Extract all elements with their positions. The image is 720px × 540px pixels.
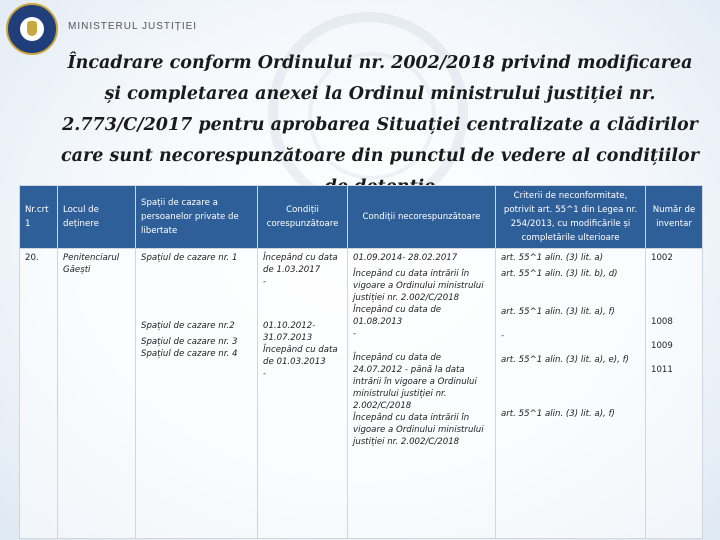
criteriu-6: art. 55^1 alin. (3) lit. a), f) (501, 409, 615, 419)
table-row (20, 249, 703, 539)
necoresp-2: Începând cu data intrării în vigoare a Ordinului ministrului justiției nr. 2.002/C/2018 (353, 269, 484, 303)
cell-necorespunzatoare (348, 249, 496, 539)
page-title: Încadrare conform Ordinului nr. 2002/2018 privind modificarea și completarea anexei la Ordinul ministrului justiției nr. 2.773/C/2017 pentru aprobarea Situației centralizate a clădirilor care sunt necorespunzătoare din punctul de vedere al condițiilor (61, 53, 699, 166)
cell-corespunzatoare (258, 249, 348, 539)
ministry-name: MINISTERUL JUSTIȚIEI (68, 21, 198, 32)
criteriu-4: - (501, 331, 505, 341)
cell-loc: Penitenciarul Găești (58, 249, 136, 539)
criteriu-2: art. 55^1 alin. (3) lit. b), d) (501, 269, 618, 279)
criteriu-1: art. 55^1 alin. (3) lit. a) (501, 253, 604, 263)
spatiu-2: Spațiul de cazare nr.2 (141, 321, 235, 331)
cell-criterii (496, 249, 646, 539)
cell-inventar (646, 249, 703, 539)
table-header-row (20, 186, 703, 249)
header-spatii: Spații de cazare a persoanelor private de libertate (136, 186, 258, 249)
coresp-5: - (263, 369, 267, 379)
necoresp-4: - (353, 329, 357, 339)
cell-spatii (136, 249, 258, 539)
necoresp-1: 01.09.2014- 28.02.2017 (353, 253, 458, 263)
inventar-1: 1002 (651, 253, 673, 263)
inventar-3: 1009 (651, 341, 673, 351)
cell-nr: 20. (20, 249, 58, 539)
inventar-4: 1011 (651, 365, 673, 375)
necoresp-3: Începând cu data de 01.08.2013 (353, 305, 442, 327)
header-corespunzatoare: Condiții corespunzătoare (258, 186, 348, 249)
inventar-2: 1008 (651, 317, 673, 327)
header-locul: Locul de deținere (58, 186, 136, 249)
criteriu-5: art. 55^1 alin. (3) lit. a), e), f) (501, 355, 629, 365)
necoresp-5: Începând cu data de 24.07.2012 - până la data intrării în vigoare a Ordinului ministrului justiției nr. 2.002/C/2018 (353, 353, 477, 411)
detention-table (19, 185, 703, 539)
header-nr-crt: Nr.crt 1 (20, 186, 58, 249)
spatiu-4: Spațiul de cazare nr. 4 (141, 349, 238, 359)
coresp-1: Începând cu data de 1.03.2017 (263, 253, 338, 275)
spatiu-3: Spațiul de cazare nr. 3 (141, 337, 238, 347)
coresp-4: Începând cu data de 01.03.2013 (263, 345, 338, 367)
header-criterii: Criterii de neconformitate, potrivit art. 55^1 din Legea nr. 254/2013, cu modificările și completările ulterioare (496, 186, 646, 249)
criteriu-3: art. 55^1 alin. (3) lit. a), f) (501, 307, 615, 317)
necoresp-6: Începând cu data intrării în vigoare a Ordinului ministrului justiției nr. 2.002/C/2018 (353, 413, 484, 447)
ministry-crest-icon (6, 3, 58, 55)
header-necorespunzatoare: Condiții necorespunzătoare (348, 186, 496, 249)
coresp-3: 01.10.2012-31.07.2013 (263, 321, 316, 343)
spatiu-1: Spațiul de cazare nr. 1 (141, 253, 238, 263)
coresp-2: - (263, 277, 267, 287)
header-inventar: Număr de inventar (646, 186, 703, 249)
